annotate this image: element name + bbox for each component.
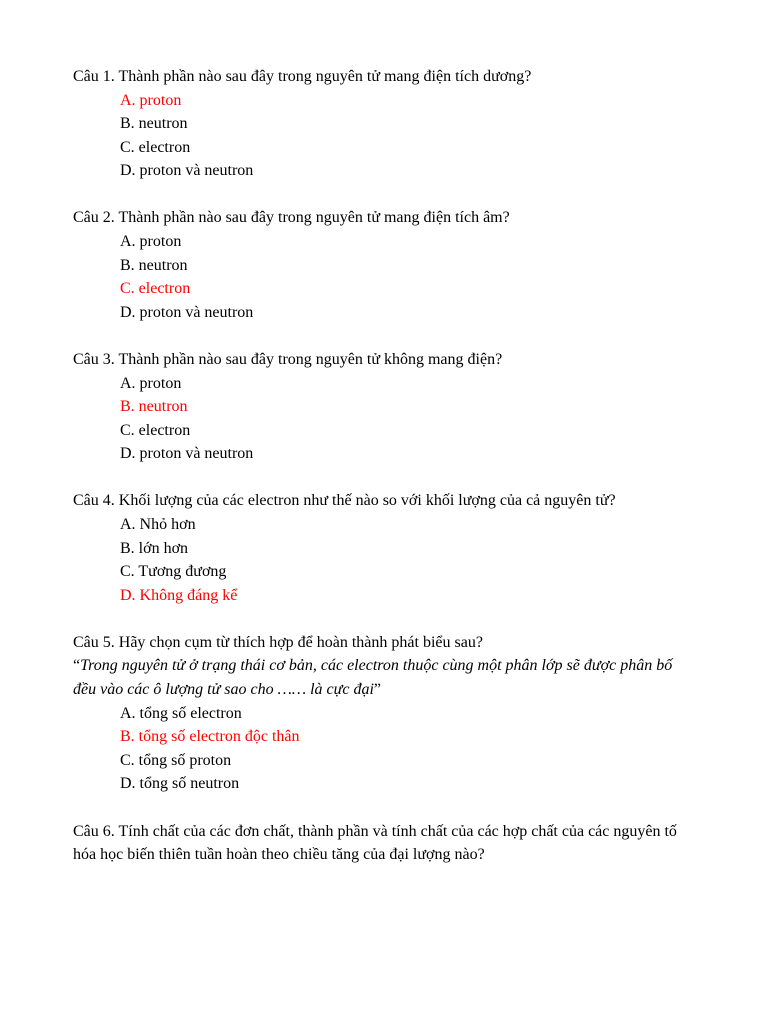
question-4-text: Câu 4. Khối lượng của các electron như thế nào so với khối lượng của cả nguyên tử? — [73, 492, 616, 510]
question-3-option-a: A. proton — [120, 374, 182, 392]
question-5-statement-text: Trong nguyên tử ở trạng thái cơ bản, các electron thuộc cùng một phân lớp sẽ được phân bố đều vào các ô lượng tử sao cho …… là cực đại — [73, 657, 673, 699]
question-5-statement — [73, 654, 698, 701]
question-5-option-b: B. tổng số electron độc thân — [120, 728, 300, 746]
question-4 — [73, 489, 698, 607]
quote-open-mark: “ — [73, 657, 81, 675]
question-1-option-b: B. neutron — [120, 115, 188, 133]
question-1 — [73, 65, 698, 183]
question-5 — [73, 631, 698, 796]
question-3-option-b: B. neutron — [120, 398, 188, 416]
question-2-options — [73, 230, 698, 324]
question-2-option-c: C. electron — [120, 280, 191, 298]
question-4-option-a: A. Nhỏ hơn — [120, 516, 196, 533]
question-5-options — [73, 702, 698, 796]
question-6 — [73, 820, 698, 867]
question-2-option-b: B. neutron — [120, 256, 188, 274]
question-5-text: Câu 5. Hãy chọn cụm từ thích hợp để hoàn thành phát biểu sau? — [73, 633, 483, 651]
question-4-option-d: D. Không đáng kể — [120, 586, 238, 604]
quote-close-mark: ” — [373, 681, 381, 699]
question-1-text: Câu 1. Thành phần nào sau đây trong nguyên tử mang điện tích dương? — [73, 68, 532, 85]
question-3 — [73, 348, 698, 466]
question-1-option-c: C. electron — [120, 138, 191, 156]
question-3-option-c: C. electron — [120, 421, 191, 439]
question-1-option-d: D. proton và neutron — [120, 162, 254, 180]
question-5-option-a: A. tổng số electron — [120, 704, 242, 722]
question-2-text: Câu 2. Thành phần nào sau đây trong nguyên tử mang điện tích âm? — [73, 209, 510, 227]
question-1-option-a: A. proton — [120, 91, 182, 109]
question-5-option-c: C. tổng số proton — [120, 751, 232, 769]
question-2-option-a: A. proton — [120, 233, 182, 251]
question-2 — [73, 206, 698, 324]
question-6-text: Câu 6. Tính chất của các đơn chất, thành phần và tính chất của các hợp chất của các nguyên tố hóa học biến thiên tuần hoàn theo chiều tăng của đại lượng nào? — [73, 822, 677, 864]
question-3-option-d: D. proton và neutron — [120, 445, 254, 463]
question-2-option-d: D. proton và neutron — [120, 303, 254, 321]
question-4-option-c: C. Tương đương — [120, 563, 227, 581]
question-3-options — [73, 372, 698, 466]
question-4-options — [73, 513, 698, 607]
question-5-option-d: D. tổng số neutron — [120, 775, 240, 793]
question-1-options — [73, 89, 698, 183]
question-4-option-b: B. lớn hơn — [120, 539, 189, 557]
question-3-text: Câu 3. Thành phần nào sau đây trong nguyên tử không mang điện? — [73, 350, 503, 368]
